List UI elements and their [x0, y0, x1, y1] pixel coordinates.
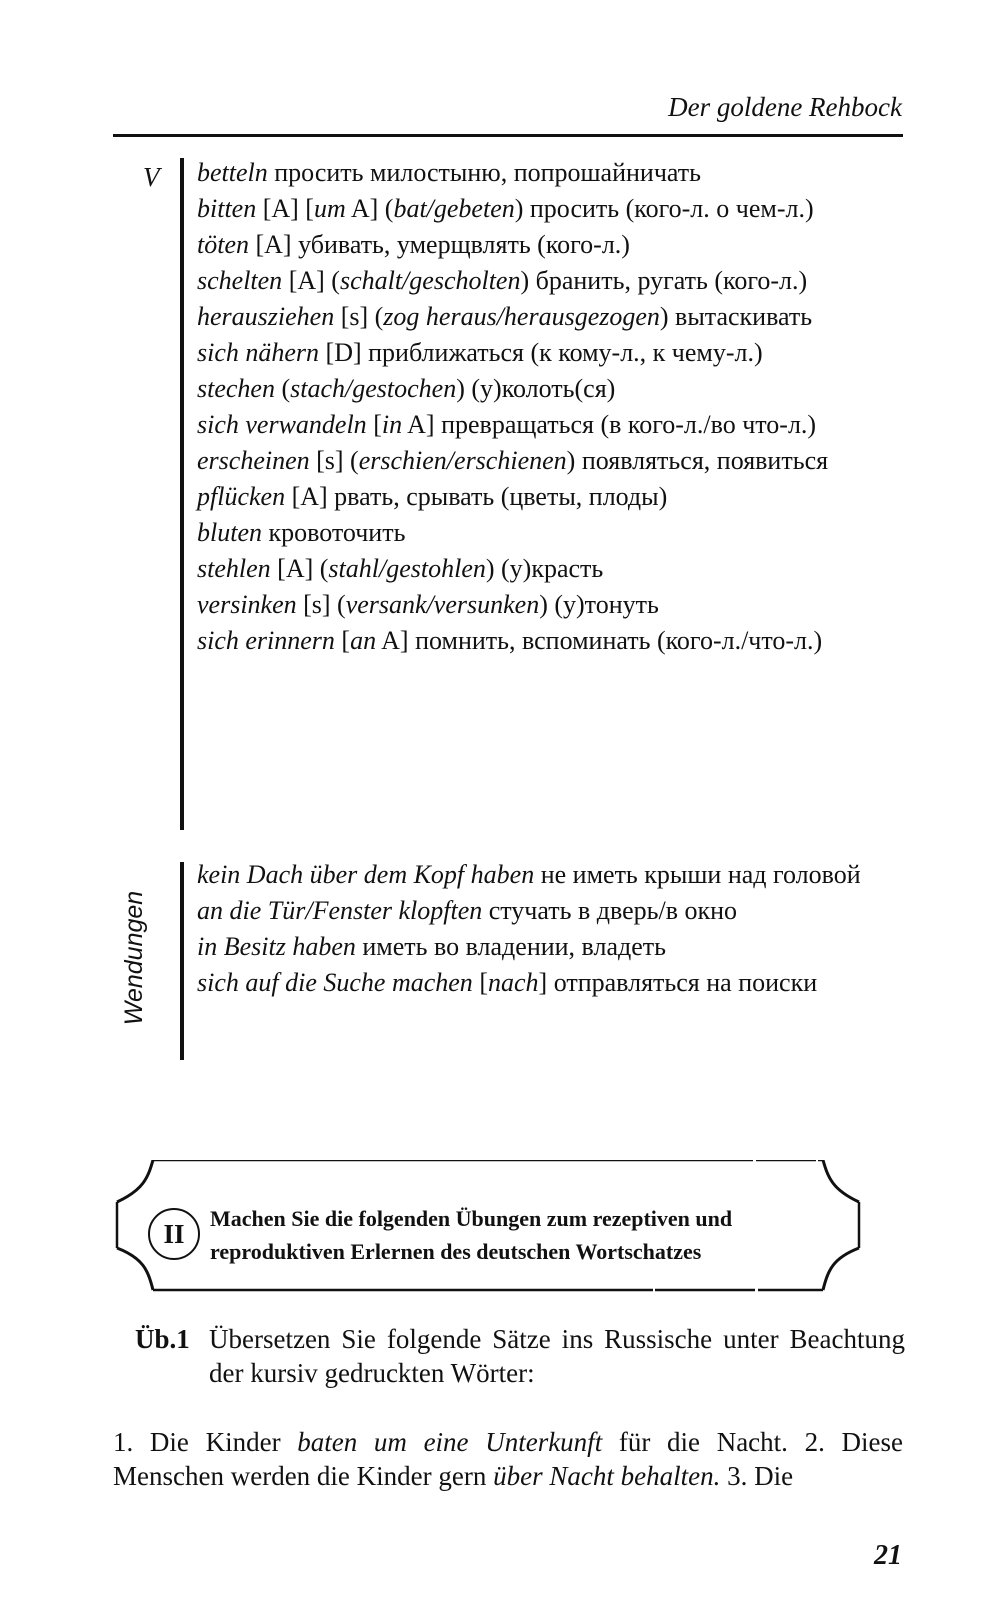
entry-german: pflücken [197, 482, 286, 511]
header-rule [113, 134, 903, 137]
sentence-text: 3. Die [720, 1461, 794, 1491]
entry-item [197, 552, 917, 586]
entry-item [197, 300, 917, 334]
entry-german: sich auf die Suche machen [197, 968, 473, 997]
entry-german: in [381, 410, 403, 439]
entry-russian: [A] рвать, срывать (цветы, плоды) [285, 482, 668, 511]
entry-russian: [ [472, 968, 488, 997]
entry-german: zog heraus/herausgezogen [383, 302, 660, 331]
entry-item [197, 966, 917, 1000]
entry-german: sich verwandeln [197, 410, 367, 439]
entry-russian: [ [366, 410, 382, 439]
entry-russian: [A] [ [256, 194, 314, 223]
entry-russian: ( [274, 374, 291, 403]
entry-german: an [350, 626, 377, 655]
entry-russian: ) (у)колоть(ся) [456, 374, 616, 403]
entry-german: herausziehen [197, 302, 335, 331]
entry-russian: [A] убивать, умерщвлять (кого-л.) [249, 230, 630, 259]
entry-item [197, 894, 917, 928]
section-numeral: II [148, 1208, 200, 1260]
entry-german: nach [487, 968, 539, 997]
entry-russian: [s] ( [296, 590, 346, 619]
entry-russian: стучать в дверь/в окно [482, 896, 738, 925]
entry-german: sich nähern [197, 338, 320, 367]
entry-german: betteln [197, 158, 268, 187]
entry-russian: A] ( [345, 194, 394, 223]
sentence-italic: über Nacht behalten. [493, 1461, 721, 1491]
entry-item [197, 858, 917, 892]
entry-item [197, 408, 917, 442]
entry-german: um [313, 194, 346, 223]
exercise-number: Üb.1 [135, 1324, 190, 1354]
entry-german: versinken [197, 590, 297, 619]
entry-russian: просить милостыню, попрошайничать [267, 158, 701, 187]
phrases-list [197, 858, 917, 1002]
sentence-text: 1. Die Kinder [113, 1427, 298, 1457]
entry-german: bitten [197, 194, 257, 223]
phrases-section-label: Wendungen [120, 890, 148, 1026]
entry-russian: A] помнить, вспоминать (кого-л./что-л.) [376, 626, 823, 655]
entry-german: stahl/gestohlen [328, 554, 486, 583]
entry-item [197, 192, 917, 226]
vocab-list [197, 156, 917, 660]
entry-russian: ) вытаскивать [659, 302, 813, 331]
entry-item [197, 372, 917, 406]
entry-russian: не иметь крыши над головой [534, 860, 861, 889]
entry-item [197, 480, 917, 514]
sentence-italic: baten um eine Unterkunft [297, 1427, 603, 1457]
entry-russian: иметь во владении, владеть [355, 932, 666, 961]
entry-item [197, 588, 917, 622]
entry-german: erschien/erschienen [358, 446, 567, 475]
entry-russian: [s] ( [334, 302, 384, 331]
entry-german: töten [197, 230, 249, 259]
entry-german: erscheinen [197, 446, 310, 475]
entry-russian: кровоточить [262, 518, 406, 547]
section-title: Machen Sie die folgenden Übungen zum rezeptiven und reproduktiven Erlernen des deutschen Wortschatzes [210, 1206, 733, 1264]
entry-german: schalt/gescholten [339, 266, 521, 295]
entry-russian: ] отправляться на поиски [538, 968, 818, 997]
entry-russian: ) (у)тонуть [539, 590, 659, 619]
entry-german: sich erinnern [197, 626, 335, 655]
entry-russian: [D] приближаться (к кому-л., к чему-л.) [319, 338, 763, 367]
entry-russian: ) появляться, появиться [566, 446, 829, 475]
exercise-sentences [113, 1425, 903, 1493]
entry-german: an die Tür/Fenster klopften [197, 896, 483, 925]
exercise-instruction: Übersetzen Sie folgende Sätze ins Russische unter Beachtung der kursiv gedruckten Wörter: [209, 1324, 905, 1388]
entry-russian: ) просить (кого-л. о чем-л.) [514, 194, 814, 223]
vocab-bar [180, 158, 184, 830]
entry-russian: [A] ( [282, 266, 340, 295]
entry-german: schelten [197, 266, 283, 295]
entry-german: stehlen [197, 554, 271, 583]
entry-item [197, 624, 917, 658]
entry-item [197, 264, 917, 298]
entry-item [197, 156, 917, 190]
entry-german: in Besitz haben [197, 932, 356, 961]
entry-item [197, 336, 917, 370]
entry-russian: ) (у)красть [485, 554, 604, 583]
entry-russian: A] превращаться (в кого-л./во что-л.) [402, 410, 817, 439]
entry-german: stach/gestochen [290, 374, 457, 403]
section-box [113, 1160, 903, 1305]
sentence-text: für die Nacht. 2. Diese Menschen werden die Kinder gern [113, 1427, 903, 1491]
page-number: 21 [874, 1540, 902, 1571]
entry-item [197, 228, 917, 262]
entry-german: stechen [197, 374, 275, 403]
entry-russian: [A] ( [270, 554, 329, 583]
entry-german: bat/gebeten [393, 194, 515, 223]
entry-german: kein Dach über dem Kopf haben [197, 860, 535, 889]
entry-russian: [s] ( [309, 446, 359, 475]
entry-russian: ) бранить, ругать (кого-л.) [520, 266, 808, 295]
entry-german: versank/versunken [345, 590, 540, 619]
entry-item [197, 516, 917, 550]
entry-item [197, 930, 917, 964]
vocab-section-label: V [143, 162, 160, 192]
entry-russian: [ [334, 626, 351, 655]
phrases-bar [180, 862, 184, 1060]
entry-item [197, 444, 917, 478]
running-title: Der goldene Rehbock [668, 92, 902, 122]
exercise [135, 1322, 905, 1390]
entry-german: bluten [197, 518, 262, 547]
